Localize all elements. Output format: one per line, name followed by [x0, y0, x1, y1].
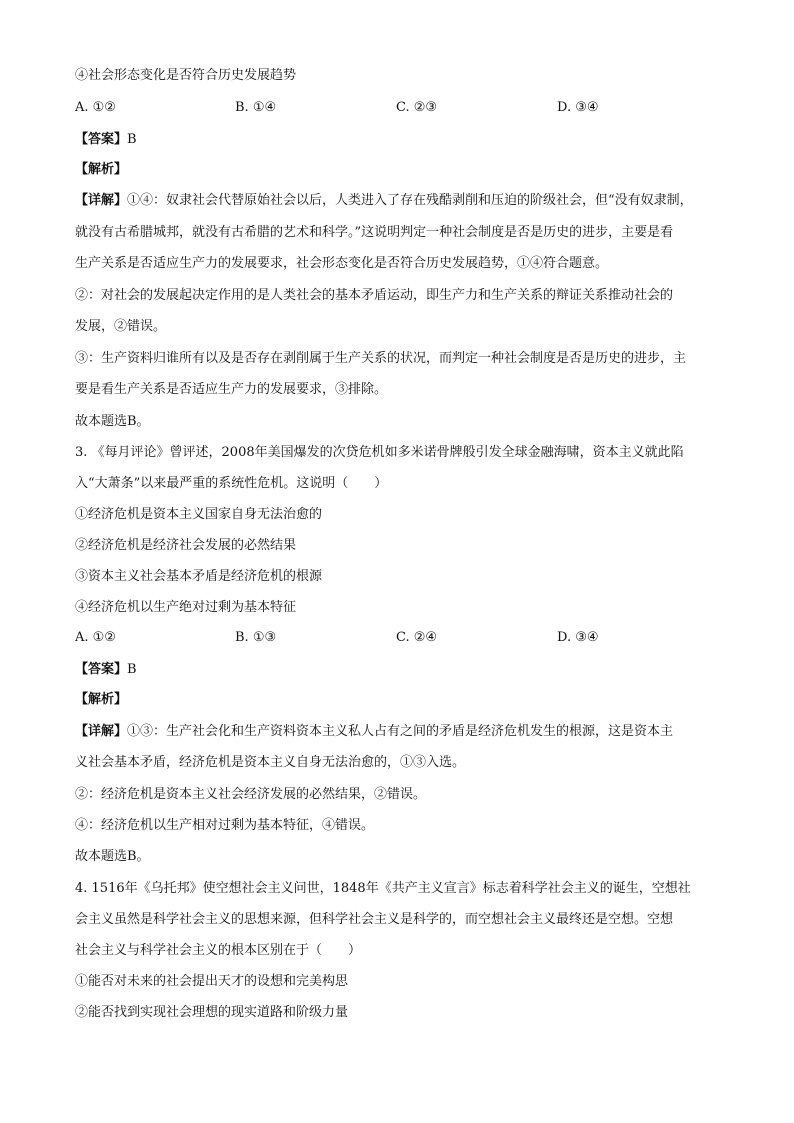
q4-item-1: ①能否对未来的社会提出天才的设想和完美构思 — [75, 974, 349, 989]
q3-conclusion: 故本题选B。 — [75, 849, 150, 864]
q2-option-c: C. ②③ — [396, 100, 438, 115]
q3-note2: ②：经济危机是资本主义社会经济发展的必然结果，②错误。 — [75, 787, 427, 802]
q2-detail-line-3: 生产关系是否适应生产力的发展要求，社会形态变化是否符合历史发展趋势，①④符合题意。 — [75, 256, 609, 271]
q3-item-3: ③资本主义社会基本矛盾是经济危机的根源 — [75, 569, 323, 584]
q3-options — [75, 628, 725, 648]
q3-item-4: ④经济危机以生产绝对过剩为基本特征 — [75, 600, 297, 615]
q3-option-c: C. ②④ — [396, 630, 438, 645]
q3-option-d: D. ③④ — [557, 630, 599, 645]
q2-option-a: A. ①② — [75, 100, 116, 115]
q2-option-b: B. ①④ — [235, 100, 277, 115]
q2-note3-line-1: ③：生产资料归谁所有以及是否存在剥削属于生产关系的状况，而判定一种社会制度是否是历史的进步，主 — [75, 351, 687, 366]
q2-detail-text-1: ①④：奴隶社会代替原始社会以后，人类进入了存在残酷剥削和压迫的阶级社会，但“没有奴隶制， — [127, 193, 693, 208]
q2-detail-line-2: 就没有古希腊城邦，就没有古希腊的艺术和科学。”这说明判定一种社会制度是否是历史的进步，主要是看 — [75, 225, 674, 240]
q3-stem-line-1: 3. 《每月评论》曾评述，2008年美国爆发的次贷危机如多米诺骨牌般引发全球金融海啸，资本主义就此陷 — [75, 445, 684, 460]
q3-answer-tag: 【答案】 — [75, 662, 128, 677]
q3-stem-line-2: 入“大萧条”以来最严重的系统性危机。这说明（ ） — [75, 476, 388, 491]
q3-analysis-tag: 【解析】 — [75, 692, 128, 707]
q2-note2-line-1: ②：对社会的发展起决定作用的是人类社会的基本矛盾运动，即生产力和生产关系的辩证关系推动社会的 — [75, 288, 674, 303]
q2-answer-tag: 【答案】 — [75, 132, 128, 147]
q2-item-4: ④社会形态变化是否符合历史发展趋势 — [75, 68, 297, 83]
q2-note3-line-2: 要是看生产关系是否适应生产力的发展要求，③排除。 — [75, 382, 388, 397]
q2-note2-line-2: 发展，②错误。 — [75, 319, 167, 334]
q2-conclusion: 故本题选B。 — [75, 414, 150, 429]
q2-answer — [75, 130, 725, 150]
q3-item-2: ②经济危机是经济社会发展的必然结果 — [75, 538, 297, 553]
q4-stem-line-3: 社会主义与科学社会主义的根本区别在于（ ） — [75, 943, 362, 958]
q4-stem-line-2: 会主义虽然是科学社会主义的思想来源，但科学社会主义是科学的，而空想社会主义最终还是空想。空想 — [75, 912, 674, 927]
q2-detail-tag: 【详解】 — [75, 193, 128, 208]
q3-detail-text-1: ①③：生产社会化和生产资料资本主义私人占有之间的矛盾是经济危机发生的根源，这是资本主 — [127, 724, 674, 739]
q2-option-d: D. ③④ — [557, 100, 599, 115]
q3-answer — [75, 660, 725, 680]
q2-analysis-tag: 【解析】 — [75, 162, 128, 177]
q3-answer-value: B — [127, 662, 137, 677]
q3-option-b: B. ①③ — [235, 630, 277, 645]
q3-detail-tag: 【详解】 — [75, 724, 128, 739]
q2-options — [75, 98, 725, 118]
q4-item-2: ②能否找到实现社会理想的现实道路和阶级力量 — [75, 1005, 349, 1020]
q2-answer-value: B — [127, 132, 137, 147]
q4-stem-line-1: 4. 1516年《乌托邦》使空想社会主义问世，1848年《共产主义宣言》标志着科学社会主义的诞生，空想社 — [75, 881, 691, 896]
q3-detail-line-1 — [75, 722, 725, 742]
q2-detail-line-1 — [75, 191, 725, 211]
q3-note4: ④：经济危机以生产相对过剩为基本特征，④错误。 — [75, 818, 375, 833]
q3-item-1: ①经济危机是资本主义国家自身无法治愈的 — [75, 507, 323, 522]
q3-detail-line-2: 义社会基本矛盾，经济危机是资本主义自身无法治愈的，①③入选。 — [75, 755, 466, 770]
q3-option-a: A. ①② — [75, 630, 116, 645]
